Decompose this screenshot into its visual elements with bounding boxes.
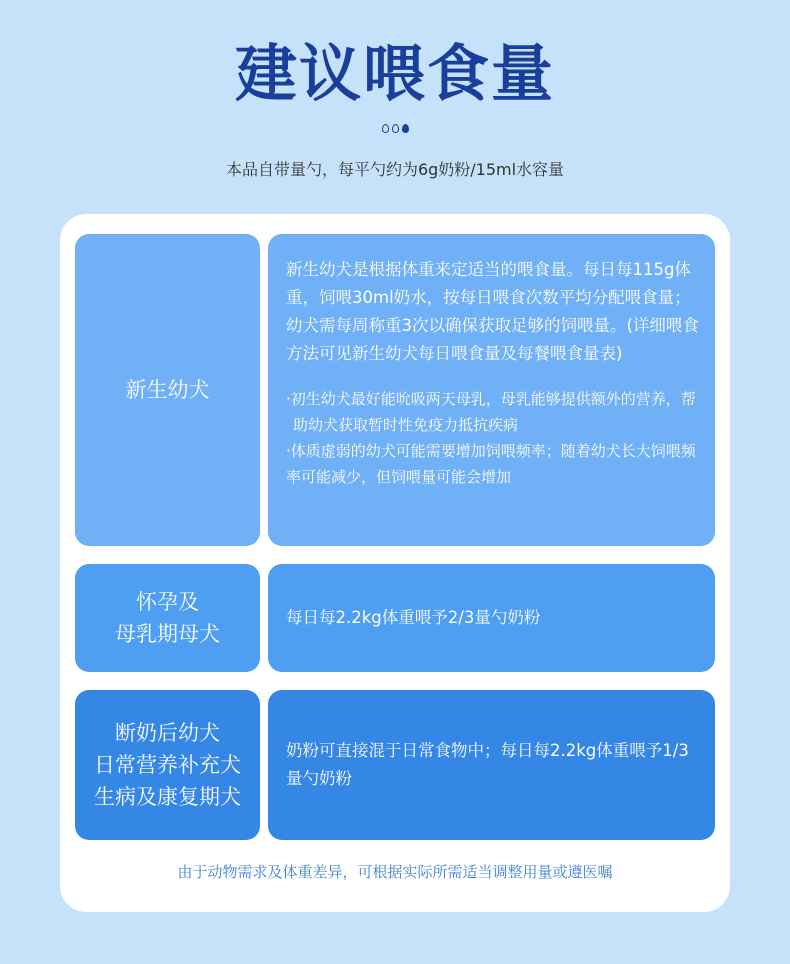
row-label-newborn-puppy (75, 234, 260, 546)
row-label-pregnant-nursing (75, 564, 260, 672)
feeding-table-card (60, 214, 730, 912)
row-content-text: 新生幼犬是根据体重来定适当的喂食量。每日每115g体重，饲喂30ml奶水，按每日喂食次数平均分配喂食量；幼犬需每周称重3次以确保获取足够的饲喂量。(详细喂食方法可见新生幼犬每日喂食量及每餐喂食量表) (286, 260, 699, 363)
row-label-line: 怀孕及 (136, 590, 199, 614)
row-content-newborn-puppy (268, 234, 715, 546)
footer-note: 由于动物需求及体重差异，可根据实际所需适当调整用量或遵医嘱 (177, 863, 613, 881)
page-title: 建议喂食量 (234, 37, 555, 110)
water-drop-filled-icon (402, 124, 409, 133)
feeding-row-pregnant-nursing (75, 564, 715, 672)
water-drop-icon (392, 124, 399, 133)
note-weak-puppy: ·体质虚弱的幼犬可能需要增加饲喂频率；随着幼犬长大饲喂频率可能减少，但饲喂量可能会增加 (286, 442, 696, 486)
row-notes (286, 386, 701, 490)
note-colostrum: ·初生幼犬最好能吮吸两天母乳，母乳能够提供额外的营养，帮助幼犬获取暂时性免疫力抵抗疾病 (286, 390, 696, 434)
row-content-pregnant-nursing (268, 564, 715, 672)
water-drop-icon (382, 124, 389, 133)
water-drops-decoration (0, 124, 790, 133)
feeding-row-newborn-puppy (75, 234, 715, 546)
row-label-weaned-recovery (75, 690, 260, 840)
row-content-text: 奶粉可直接混于日常食物中；每日每2.2kg体重喂予1/3量勺奶粉 (286, 741, 689, 788)
row-label-line: 生病及康复期犬 (94, 785, 241, 809)
row-content-weaned-recovery (268, 690, 715, 840)
scoop-info-subtitle: 本品自带量勺，每平勺约为6g奶粉/15ml水容量 (225, 160, 565, 179)
row-label-line: 断奶后幼犬 (115, 721, 220, 745)
row-label-line: 母乳期母犬 (115, 622, 220, 646)
row-label-text: 新生幼犬 (125, 378, 210, 402)
row-content-text: 每日每2.2kg体重喂予2/3量勺奶粉 (286, 608, 541, 627)
feeding-row-weaned-recovery (75, 690, 715, 840)
row-label-line: 日常营养补充犬 (94, 753, 241, 777)
